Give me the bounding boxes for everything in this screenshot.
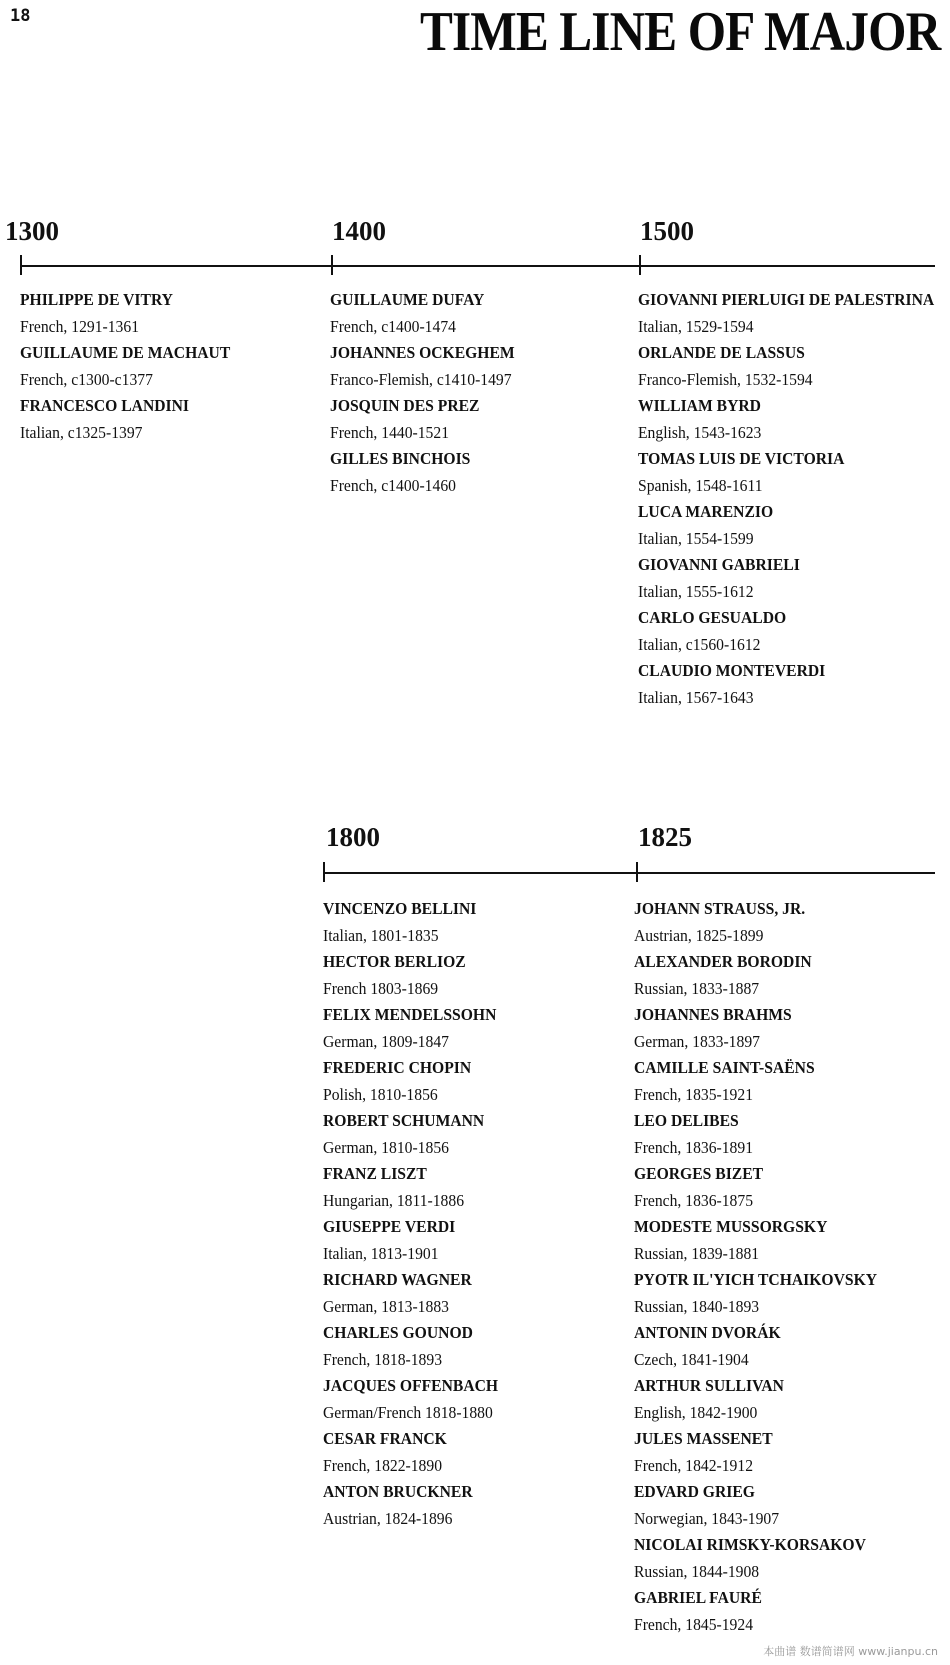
composer-name: ORLANDE DE LASSUS [638,343,805,362]
composer-entry [323,1055,623,1108]
composer-name: CLAUDIO MONTEVERDI [638,661,826,680]
composer-name: CARLO GESUALDO [638,608,787,627]
timeline-axis [323,872,935,874]
composer-name: GUILLAUME DE MACHAUT [20,343,231,362]
composer-info: English, 1543-1623 [638,422,762,442]
era-year-label: 1500 [640,216,694,246]
era-year-label: 1300 [5,216,59,246]
composer-entry [634,1214,934,1267]
composer-info: Austrian, 1824-1896 [323,1508,453,1528]
composer-name: CAMILLE SAINT-SAËNS [634,1058,815,1077]
composer-entry [20,340,320,393]
composer-name: JOHANNES OCKEGHEM [330,343,515,362]
composer-entry [638,605,938,658]
composer-info: French, c1400-1460 [330,475,456,495]
composer-info: Italian, c1560-1612 [638,634,761,654]
composer-column [330,287,630,499]
era-year-label: 1400 [332,216,386,246]
composer-name: VINCENZO BELLINI [323,899,477,918]
composer-entry [634,1055,934,1108]
composer-name: FRANCESCO LANDINI [20,396,190,415]
era-tick [323,862,325,882]
composer-entry [634,896,934,949]
composer-name: ROBERT SCHUMANN [323,1111,485,1130]
composer-entry [20,393,320,446]
composer-info: Italian, 1555-1612 [638,581,754,601]
composer-entry [634,949,934,1002]
composer-info: Norwegian, 1843-1907 [634,1508,780,1528]
composer-name: GILLES BINCHOIS [330,449,471,468]
composer-info: Hungarian, 1811-1886 [323,1190,465,1210]
composer-name: NICOLAI RIMSKY-KORSAKOV [634,1535,866,1554]
composer-entry [638,499,938,552]
composer-info: Russian, 1844-1908 [634,1561,760,1581]
composer-info: German, 1810-1856 [323,1137,449,1157]
composer-entry [638,340,938,393]
composer-info: French, 1845-1924 [634,1614,754,1634]
composer-info: French, c1300-c1377 [20,369,153,389]
composer-entry [330,287,630,340]
timeline-axis [20,265,935,267]
composer-info: Italian, c1325-1397 [20,422,143,442]
composer-name: RICHARD WAGNER [323,1270,472,1289]
composer-entry [323,1426,623,1479]
composer-info: French, c1400-1474 [330,316,456,336]
composer-name: WILLIAM BYRD [638,396,761,415]
era-tick [331,255,333,275]
composer-info: German/French 1818-1880 [323,1402,493,1422]
composer-name: ARTHUR SULLIVAN [634,1376,784,1395]
composer-name: FREDERIC CHOPIN [323,1058,472,1077]
composer-entry [634,1161,934,1214]
composer-info: French, 1291-1361 [20,316,140,336]
composer-name: GABRIEL FAURÉ [634,1588,762,1607]
composer-info: German, 1809-1847 [323,1031,449,1051]
composer-info: Czech, 1841-1904 [634,1349,749,1369]
composer-name: GUILLAUME DUFAY [330,290,485,309]
composer-entry [634,1108,934,1161]
composer-name: PHILIPPE DE VITRY [20,290,173,309]
composer-info: Russian, 1833-1887 [634,978,760,998]
composer-column [323,896,623,1532]
composer-name: JOHANN STRAUSS, JR. [634,899,806,918]
composer-info: Austrian, 1825-1899 [634,925,764,945]
composer-info: Italian, 1554-1599 [638,528,754,548]
composer-info: English, 1842-1900 [634,1402,758,1422]
composer-entry [634,1320,934,1373]
composer-entry [330,340,630,393]
composer-name: CHARLES GOUNOD [323,1323,473,1342]
composer-entry [634,1267,934,1320]
composer-name: LUCA MARENZIO [638,502,774,521]
composer-info: French, 1835-1921 [634,1084,754,1104]
composer-entry [323,1479,623,1532]
composer-entry [323,1267,623,1320]
composer-entry [323,1373,623,1426]
composer-info: French, 1822-1890 [323,1455,443,1475]
composer-entry [330,393,630,446]
composer-name: FELIX MENDELSSOHN [323,1005,497,1024]
era-tick [636,862,638,882]
composer-name: FRANZ LISZT [323,1164,427,1183]
composer-info: Russian, 1840-1893 [634,1296,760,1316]
composer-entry [323,949,623,1002]
composer-info: French 1803-1869 [323,978,439,998]
composer-name: GEORGES BIZET [634,1164,764,1183]
composer-column [634,896,934,1638]
composer-info: German, 1833-1897 [634,1031,760,1051]
composer-info: German, 1813-1883 [323,1296,449,1316]
composer-entry [634,1479,934,1532]
composer-column [20,287,320,446]
composer-entry [638,658,938,711]
composer-entry [638,393,938,446]
composer-entry [638,552,938,605]
composer-entry [330,446,630,499]
composer-column [638,287,938,711]
composer-name: ANTONIN DVORÁK [634,1323,781,1342]
watermark-text: 本曲谱 数谱简谱网 www.jianpu.cn [763,1645,938,1658]
composer-name: CESAR FRANCK [323,1429,447,1448]
composer-entry [634,1532,934,1585]
composer-info: Italian, 1801-1835 [323,925,439,945]
era-year-label: 1800 [326,822,380,852]
composer-info: Russian, 1839-1881 [634,1243,760,1263]
composer-entry [634,1426,934,1479]
era-tick [639,255,641,275]
composer-name: TOMAS LUIS DE VICTORIA [638,449,845,468]
composer-entry [634,1373,934,1426]
composer-info: French, 1836-1875 [634,1190,754,1210]
composer-name: ALEXANDER BORODIN [634,952,812,971]
composer-name: LEO DELIBES [634,1111,739,1130]
composer-name: HECTOR BERLIOZ [323,952,466,971]
composer-name: JULES MASSENET [634,1429,773,1448]
composer-name: GIOVANNI PIERLUIGI DE PALESTRINA [638,290,935,309]
composer-entry [638,446,938,499]
composer-info: Spanish, 1548-1611 [638,475,763,495]
composer-name: GIOVANNI GABRIELI [638,555,800,574]
composer-name: JOHANNES BRAHMS [634,1005,792,1024]
composer-name: JOSQUIN DES PREZ [330,396,480,415]
composer-info: French, 1440-1521 [330,422,450,442]
composer-name: PYOTR IL'YICH TCHAIKOVSKY [634,1270,878,1289]
composer-entry [323,1002,623,1055]
composer-info: French, 1836-1891 [634,1137,754,1157]
era-year-label: 1825 [638,822,692,852]
composer-info: Italian, 1813-1901 [323,1243,439,1263]
composer-entry [323,896,623,949]
composer-entry [634,1585,934,1638]
composer-name: ANTON BRUCKNER [323,1482,473,1501]
composer-info: Italian, 1529-1594 [638,316,754,336]
era-tick [20,255,22,275]
composer-name: GIUSEPPE VERDI [323,1217,456,1236]
composer-entry [323,1320,623,1373]
composer-name: MODESTE MUSSORGSKY [634,1217,828,1236]
page-number: 18 [10,6,31,26]
composer-info: Franco-Flemish, 1532-1594 [638,369,813,389]
composer-info: French, 1842-1912 [634,1455,754,1475]
composer-info: Italian, 1567-1643 [638,687,754,707]
composer-entry [323,1108,623,1161]
composer-entry [638,287,938,340]
composer-info: Polish, 1810-1856 [323,1084,438,1104]
page-title: TIME LINE OF MAJOR [419,1,940,63]
composer-entry [323,1214,623,1267]
composer-entry [323,1161,623,1214]
composer-name: JACQUES OFFENBACH [323,1376,499,1395]
composer-entry [20,287,320,340]
composer-info: Franco-Flemish, c1410-1497 [330,369,512,389]
composer-name: EDVARD GRIEG [634,1482,755,1501]
composer-entry [634,1002,934,1055]
composer-info: French, 1818-1893 [323,1349,443,1369]
